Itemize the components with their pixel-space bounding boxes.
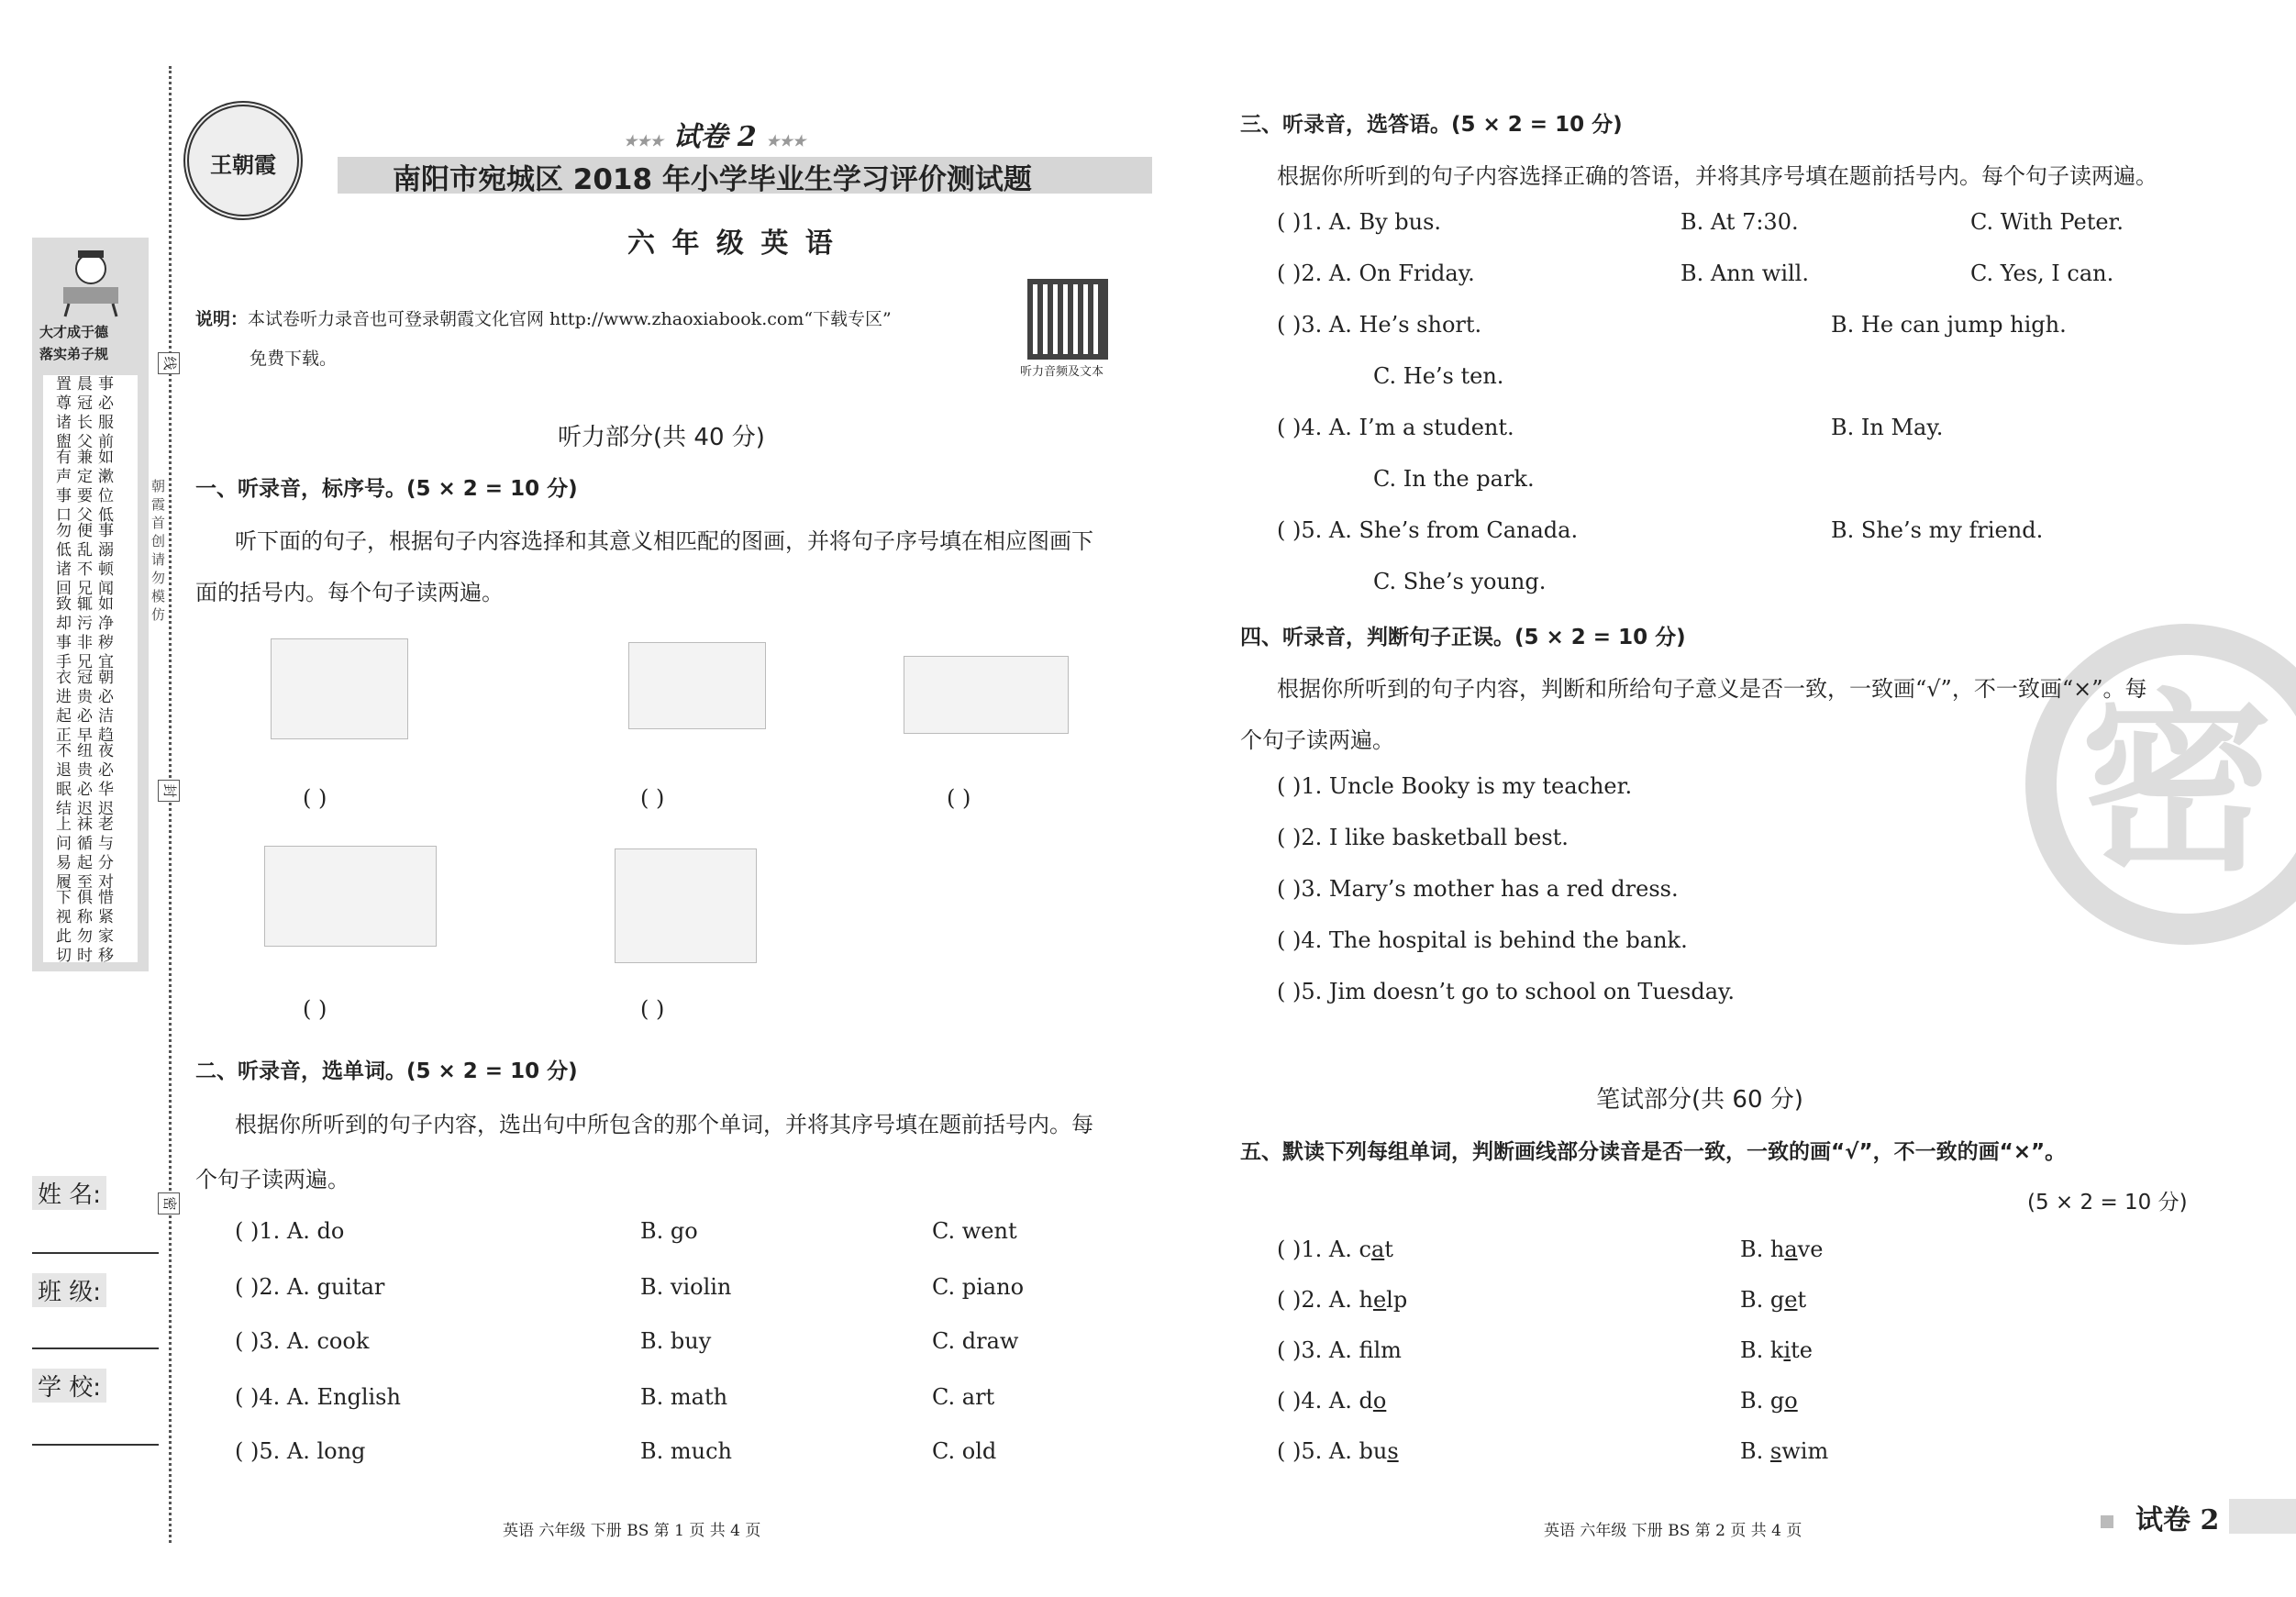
option-b: B. He can jump high. [1831,312,2067,338]
option-c: C. draw [932,1328,1019,1354]
underlined-letter: a [1370,1237,1385,1262]
poem-stanza: 置晨事尊冠必诸长服盥父前 [56,375,119,451]
question-item[interactable]: ( )1. A. do [235,1218,345,1244]
option-b [1740,1438,1828,1464]
word-part: bu [1359,1438,1388,1464]
question-item[interactable] [1277,1438,1399,1464]
picture-classroom [264,846,437,947]
option-b: B. violin [640,1274,732,1300]
poem-stanza: 上袜老问循与易起分履至对 [56,815,119,892]
poem-stanza: 勿便事低乱溺诸不顿回兄闻 [56,522,119,598]
option-b [1740,1388,1798,1414]
section-4-instructions: 个句子读两遍。 [1240,727,1394,753]
section-5-score: (5 × 2 = 10 分) [2027,1191,2188,1214]
word-part: c [1359,1237,1371,1262]
option-c: C. With Peter. [1970,209,2124,235]
qr-caption: 听力音频及文本 [1020,365,1104,379]
item-prefix: ( )2. A. [1277,1287,1359,1313]
section-3-heading: 三、听录音，选答语。(5 × 2 = 10 分) [1240,113,1623,137]
note [195,305,892,330]
section-2-instructions: 根据你所听到的句子内容，选出句中所包含的那个单词，并将其序号填在题前括号内。每 [235,1112,1093,1137]
answer-blank[interactable]: ( ) [947,785,971,811]
exam-title: 南阳市宛城区 2018 年小学毕业生学习评价测试题 [393,163,1032,196]
picture-girl-with-cat [271,638,408,739]
picture-children-running [628,642,766,729]
question-item[interactable]: ( )4. The hospital is behind the bank. [1277,927,1688,953]
note-label: 说明： [195,309,249,329]
question-item[interactable] [1277,1388,1386,1414]
option-b: B. Ann will. [1680,261,1809,286]
question-item[interactable]: ( )4. A. English [235,1384,401,1410]
word-part: B. g [1740,1287,1785,1313]
class-label: 班 级: [32,1273,106,1307]
item-prefix: ( )4. A. [1277,1388,1359,1414]
section-5-heading: 五、默读下列每组单词，判断画线部分读音是否一致，一致的画“√”，不一致的画“×”。 [1240,1140,2067,1164]
school-label: 学 校: [32,1369,106,1403]
seal-mark: 封 [158,780,180,802]
option-c: C. Yes, I can. [1970,261,2114,286]
option-b: B. much [640,1438,733,1464]
option-c: C. She’s young. [1373,569,1547,594]
poem-stanza: 衣冠朝进贵必起必洁正早趋 [56,669,119,745]
underlined-letter: e [1372,1287,1387,1313]
underlined-letter: o [1784,1388,1798,1414]
word-part: B. [1740,1438,1770,1464]
name-label: 姓 名: [32,1176,106,1210]
seal-mark: 密 [158,1192,180,1214]
sidebar-motto-panel [32,238,149,971]
poem-stanza: 有兼如声定漱事要位口父低 [56,449,119,525]
option-b: B. In May. [1831,415,1944,440]
picture-boys-football [615,848,757,963]
answer-blank[interactable]: ( ) [640,785,665,811]
stars-icon: ★★★ [766,132,806,150]
option-c: C. He’s ten. [1373,363,1504,389]
seal-mark: 线 [158,352,180,374]
underlined-letter: s [1769,1438,1782,1464]
question-item[interactable]: ( )2. A. guitar [235,1274,385,1300]
question-item[interactable] [1277,1287,1407,1313]
option-b: B. She’s my friend. [1831,517,2044,543]
note-text: 本试卷听力录音也可登录朝霞文化官网 http://www.zhaoxiabook.com“下载专区” [248,309,892,329]
question-item[interactable]: ( )1. Uncle Booky is my teacher. [1277,773,1633,799]
paper-tag-text: 试卷 2 [672,121,757,153]
question-item[interactable]: ( )3. Mary’s mother has a red dress. [1277,876,1679,902]
word-part: B. h [1740,1237,1785,1262]
option-b: B. math [640,1384,728,1410]
question-item[interactable]: ( )4. A. I’m a student. [1277,415,1514,440]
qr-code[interactable] [1027,279,1108,360]
word-part: lp [1386,1287,1408,1313]
option-c: C. piano [932,1274,1025,1300]
seal-line [169,66,172,1543]
scholar-illustration [58,245,124,318]
writing-title: 笔试部分(共 60 分) [1596,1086,1803,1114]
item-prefix: ( )5. A. [1277,1438,1359,1464]
word-part: wim [1781,1438,1829,1464]
word-part: t [1384,1237,1393,1262]
paper-tag [624,114,805,154]
question-item[interactable]: ( )1. A. By bus. [1277,209,1442,235]
slogan-2: 落实弟子规 [39,346,109,362]
word-part: h [1359,1287,1373,1313]
school-field[interactable] [32,1444,159,1446]
option-c: C. art [932,1384,995,1410]
option-b: B. go [640,1218,698,1244]
question-item[interactable]: ( )3. A. cook [235,1328,370,1354]
word-part: t [1797,1287,1807,1313]
option-c: C. In the park. [1373,466,1535,492]
logo-text: 王朝霞 [210,151,276,178]
option-b: B. buy [640,1328,712,1354]
underlined-letter: i [1783,1337,1791,1363]
underlined-letter: a [1784,1237,1798,1262]
question-item[interactable]: ( )5. Jim doesn’t go to school on Tuesday. [1277,979,1736,1004]
watermark-text: 密 [2080,671,2274,897]
section-2-instructions: 个句子读两遍。 [195,1167,349,1192]
copyright-notice: 朝霞首创 请勿模仿 [151,478,166,623]
item-prefix: ( )3. A. [1277,1337,1359,1363]
footer-right: 英语 六年级 下册 BS 第 2 页 共 4 页 [1544,1522,1802,1540]
question-item[interactable]: ( )3. A. He’s short. [1277,312,1482,338]
option-c: C. old [932,1438,997,1464]
question-item[interactable] [1277,1337,1402,1363]
word-part: d [1359,1388,1373,1414]
paper-tab: 试卷 2 [2135,1504,2220,1536]
option-b [1740,1237,1823,1262]
question-item[interactable] [1277,1237,1393,1262]
note-line-2: 免费下载。 [250,349,338,369]
word-part: te [1791,1337,1813,1363]
question-item[interactable]: ( )2. A. On Friday. [1277,261,1475,286]
word-part: B. k [1740,1337,1784,1363]
section-2-heading: 二、听录音，选单词。(5 × 2 = 10 分) [195,1059,578,1083]
option-b: B. At 7:30. [1680,209,1799,235]
option-b [1740,1287,1806,1313]
tab-decoration [2101,1515,2113,1528]
poem-box [43,375,138,965]
option-c: C. went [932,1218,1017,1244]
answer-blank[interactable]: ( ) [303,785,327,811]
word-part: lm [1373,1337,1402,1363]
slogan-1: 大才成于德 [39,324,109,340]
listening-title: 听力部分(共 40 分) [558,424,765,451]
tab-band [2229,1499,2296,1534]
answer-blank[interactable]: ( ) [640,996,665,1022]
question-item[interactable]: ( )2. I like basketball best. [1277,825,1569,850]
poem-stanza: 致辄如却污净事非秽手兄宜 [56,595,119,671]
option-b [1740,1337,1813,1363]
question-item[interactable]: ( )5. A. long [235,1438,366,1464]
subject-title: 六 年 级 英 语 [627,227,837,260]
word-part: f [1359,1337,1374,1363]
section-1-instructions: 听下面的句子，根据句子内容选择和其意义相匹配的图画，并将句子序号填在相应图画下 [235,528,1093,554]
poem-stanza: 下俱惜视称紧此勿家切时移 [56,889,119,965]
class-field[interactable] [32,1347,159,1349]
section-3-instructions: 根据你所听到的句子内容选择正确的答语，并将其序号填在题前括号内。每个句子读两遍。 [1277,163,2157,189]
poem-stanza: 不纽夜退贵必眠必华结迟迟 [56,742,119,818]
picture-buildings [904,656,1069,734]
word-part: B. g [1740,1388,1785,1414]
section-4-instructions: 根据你所听到的句子内容，判断和所给句子意义是否一致，一致画“√”，不一致画“×”。每 [1277,676,2147,702]
question-item[interactable]: ( )5. A. She’s from Canada. [1277,517,1579,543]
brand-logo [183,101,303,220]
item-prefix: ( )1. A. [1277,1237,1359,1262]
name-field[interactable] [32,1252,159,1254]
underlined-letter: s [1387,1438,1399,1464]
footer-left: 英语 六年级 下册 BS 第 1 页 共 4 页 [503,1522,761,1540]
section-1-heading: 一、听录音，标序号。(5 × 2 = 10 分) [195,477,578,501]
section-4-heading: 四、听录音，判断句子正误。(5 × 2 = 10 分) [1240,626,1686,649]
stars-icon: ★★★ [624,132,664,150]
answer-blank[interactable]: ( ) [303,996,327,1022]
underlined-letter: o [1372,1388,1387,1414]
underlined-letter: e [1784,1287,1798,1313]
word-part: ve [1797,1237,1824,1262]
section-1-instructions: 面的括号内。每个句子读两遍。 [195,580,504,605]
